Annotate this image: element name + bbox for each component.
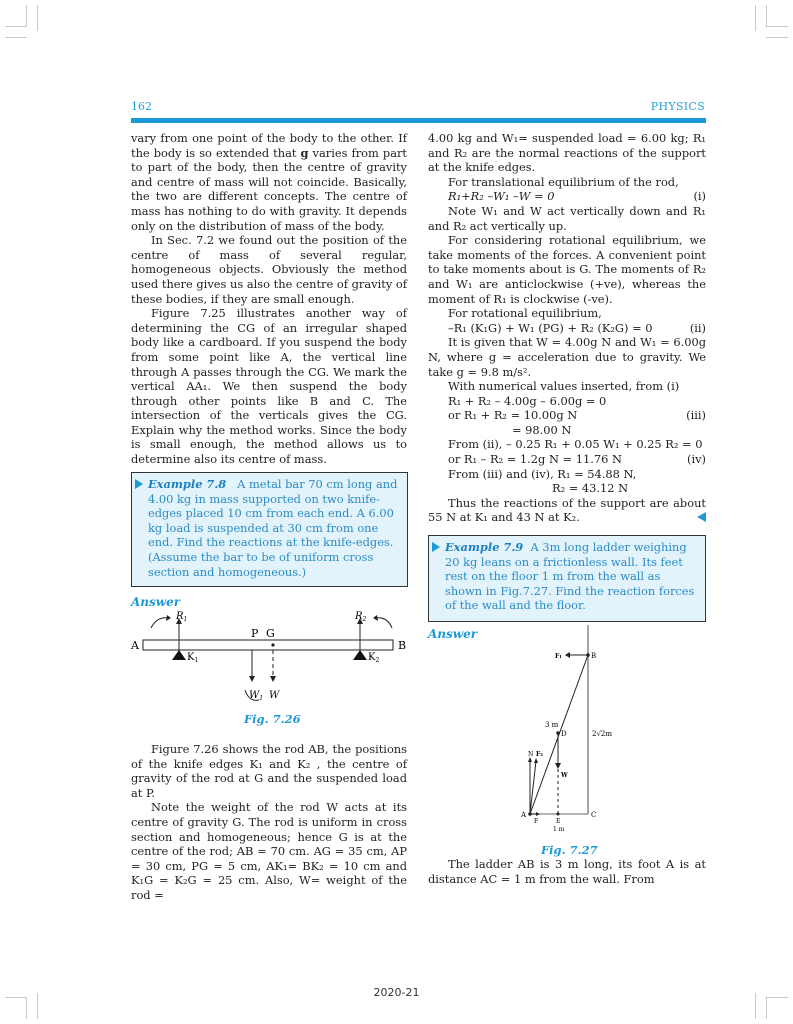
example-7-8-box [131,472,408,587]
paragraph: vary from one point of the body to the other. If the body is so extended that g varies from part to part of the body, then the centre of gravity and centre of mass will not coincide. Basically, the two are different concepts. The centre of mass has nothing to do with gravity. It depends only on the distribution of mass of the body. [131,131,408,233]
paragraph: With numerical values inserted, from (i) [448,379,680,394]
figure-caption: Fig. 7.26 [244,712,301,726]
equation: R₁ + R₂ – 4.00g – 6.00g = 0 [448,393,607,408]
svg-text:1 m: 1 m [553,826,565,833]
equation: R₂ = 43.12 N [552,481,629,496]
crop-mark [5,37,27,38]
equation: = 98.00 N [512,422,572,437]
crop-mark [766,997,767,1019]
paragraph: The ladder AB is 3 m long, its foot A is at distance AC = 1 m from the wall. From [428,857,706,886]
subject-title: PHYSICS [650,100,705,113]
figure-caption: Fig. 7.27 [541,843,598,857]
svg-text:N: N [528,751,534,758]
example-text: A 3m long ladder weighing 20 kg leans on a frictionless wall. Its feet rest on the floor 1 m from the wall as shown in Fig.7.27. Find the reaction forces of the wall and the floor. [445,540,695,613]
figure-7-26 [131,610,411,710]
figure-7-27 [520,625,630,840]
svg-text:R2: $R_2$ [355,611,367,623]
svg-text:P: P [251,627,259,640]
svg-text:G: G [266,627,275,640]
svg-text:E: E [556,818,561,825]
crop-mark [766,37,788,38]
example-text: A metal bar 70 cm long and 4.00 kg in mass supported on two knife-edges placed 10 cm from each end. A 6.00 kg load is suspended at 30 cm from one end. Find the reactions at the knife-edges. (Assume the bar to be of uniform cross section and homogeneous.) [148,477,398,579]
svg-text:A: A [521,811,527,819]
paragraph: In Sec. 7.2 we found out the position of the centre of mass of several regular, homogeneous objects. Obviously the method used there gives us also the centre of gravity of these bodies, if they are small enough. [131,233,407,306]
paragraph: Figure 7.26 shows the rod AB, the positions of the knife edges K₁ and K₂ , the centre of gravity of the rod at G and the suspended load at P. [131,742,407,800]
example-title: Example 7.9 [445,540,524,554]
svg-text:A: A [131,639,139,652]
page-number: 162 [131,100,152,113]
svg-text:B: B [591,652,597,660]
paragraph: For considering rotational equilibrium, we take moments of the forces. A convenient point to take moments about is G. The moments of R₂ and W₁ are anticlockwise (+ve), whereas the moment of R₁ is clockwise (-ve). [428,233,706,306]
crop-mark [755,5,756,31]
example-title: Example 7.8 [148,477,227,491]
right-column-lower [428,857,706,886]
crop-mark [26,5,27,27]
svg-text:C: C [591,811,597,819]
crop-mark [766,26,788,27]
equation: From (ii), – 0.25 R₁ + 0.05 W₁ + 0.25 R₂ = 0 [448,437,703,452]
paragraph: Note W₁ and W act vertically down and R₁ and R₂ act vertically up. [428,203,706,233]
crop-mark [37,5,38,31]
svg-text:W: W [269,690,280,701]
equation: From (iii) and (iv), R₁ = 54.88 N, [448,466,637,481]
crop-mark [26,997,27,1019]
crop-mark [5,26,27,27]
equation-i: R₁+R₂ –W₁ –W = 0 (i) [448,189,706,204]
crop-mark [766,5,767,27]
svg-text:R1: $R_1$ [176,611,188,623]
left-column-lower [131,742,407,903]
svg-text:F₁: F₁ [555,653,562,660]
example-arrow-icon [432,542,440,552]
paragraph: Thus the reactions of the support are about 55 N at K₁ and 43 N at K₂. [428,495,706,525]
left-column [131,131,407,467]
equation-ii: –R₁ (K₁G) + W₁ (PG) + R₂ (K₂G) = 0 (ii) [448,320,706,335]
paragraph: Figure 7.25 illustrates another way of determining the CG of an irregular shaped body like a cardboard. If you suspend the body from some point like A, the vertical line through A passes through the CG. We mark the vertical AA₁. We then suspend the body through other points like B and C. The intersection of the verticals gives the CG. Explain why the method works. Since the body is small enough, the method allows us to determine also its centre of mass. [131,306,407,467]
paragraph: For translational equilibrium of the rod, [448,174,679,189]
example-7-9-box [428,535,706,622]
right-column [428,131,706,525]
footer-year: 2020-21 [373,986,420,999]
svg-text:F₂: F₂ [536,751,543,758]
answer-label: Answer [131,595,181,609]
paragraph: 4.00 kg and W₁= suspended load = 6.00 kg; R₁ and R₂ are the normal reactions of the support at the knife edges. [428,131,706,175]
svg-text:B: B [398,639,407,652]
svg-text:W: W [561,772,568,779]
svg-text:2√2m: 2√2m [592,730,613,738]
end-of-example-icon [697,512,706,522]
paragraph: For rotational equilibrium, [448,306,602,321]
paragraph: Note the weight of the rod W acts at its centre of gravity G. The rod is uniform in cross section and homogeneous; hence G is at the centre of the rod; AB = 70 cm. AG = 35 cm, AP = 30 cm, PG = 5 cm, AK₁= BK₂ = 10 cm and K₁G = K₂G = 25 cm. Also, W= weight of the rod = [131,800,407,902]
paragraph: It is given that W = 4.00g N and W₁ = 6.00g N, where g = acceleration due to gravity. We take g = 9.8 m/s². [428,335,706,379]
svg-text:D: D [561,730,567,738]
equation-iv: or R₁ – R₂ = 1.2g N = 11.76 N (iv) [448,452,706,467]
example-arrow-icon [135,479,143,489]
svg-text:K2: $K_2$ [368,652,380,664]
svg-text:F: F [534,818,539,825]
svg-text:W1: $W_1$ [249,690,264,702]
equation-iii: or R₁ + R₂ = 10.00g N (iii) [448,408,706,423]
svg-text:K1: $K_1$ [187,652,199,664]
answer-label: Answer [428,627,478,641]
svg-text:3 m: 3 m [545,721,559,729]
header-rule [131,118,706,123]
